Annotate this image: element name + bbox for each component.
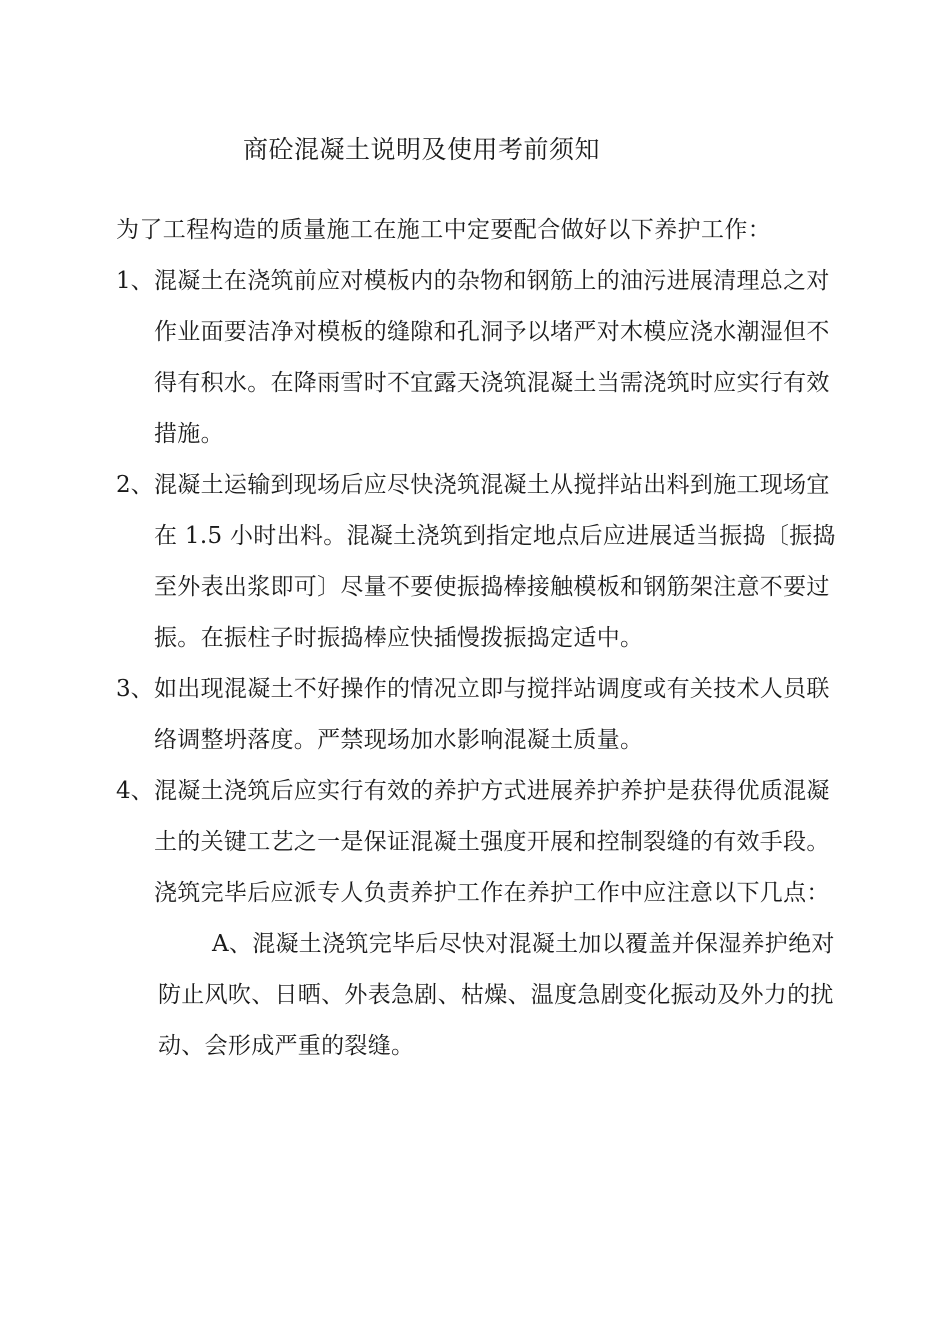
- sub-item-a: A、混凝土浇筑完毕后尽快对混凝土加以覆盖并保湿养护绝对防止风吹、日晒、外表急剧、枯燥、温度急剧变化振动及外力的扰动、会形成严重的裂缝。: [158, 931, 835, 1059]
- list-item-number: 4、: [116, 778, 154, 804]
- list-item-number: 3、: [116, 676, 154, 702]
- list-item-text: 混凝土在浇筑前应对模板内的杂物和钢筋上的油污进展清理总之对作业面要洁净对模板的缝隙和孔洞予以堵严对木模应浇水潮湿但不得有积水。在降雨雪时不宜露天浇筑混凝土当需浇筑时应实行有效措施。: [154, 268, 830, 447]
- list-item-1: [116, 256, 836, 460]
- list-item-2: [116, 460, 836, 664]
- document-body: [116, 205, 836, 1072]
- intro-paragraph: 为了工程构造的质量施工在施工中定要配合做好以下养护工作：: [116, 217, 772, 243]
- list-item-3: [116, 664, 836, 766]
- list-item-4: [116, 766, 836, 919]
- document-title: 商砼混凝土说明及使用考前须知: [243, 135, 601, 164]
- list-item-text: 混凝土浇筑后应实行有效的养护方式进展养护养护是获得优质混凝土的关键工艺之一是保证混凝土强度开展和控制裂缝的有效手段。浇筑完毕后应派专人负责养护工作在养护工作中应注意以下几点：: [154, 778, 830, 906]
- list-item-number: 1、: [116, 268, 154, 294]
- list-item-text: 混凝土运输到现场后应尽快浇筑混凝土从搅拌站出料到施工现场宜在 1.5 小时出料。混凝土浇筑到指定地点后应进展适当振捣〔振捣至外表出浆即可〕尽量不要使振捣棒接触模板和钢筋架注意不要过振。在振柱子时振捣棒应快插慢拨振捣定适中。: [154, 472, 836, 651]
- list-item-text: 如出现混凝土不好操作的情况立即与搅拌站调度或有关技术人员联络调整坍落度。严禁现场加水影响混凝土质量。: [154, 676, 830, 753]
- list-item-number: 2、: [116, 472, 154, 498]
